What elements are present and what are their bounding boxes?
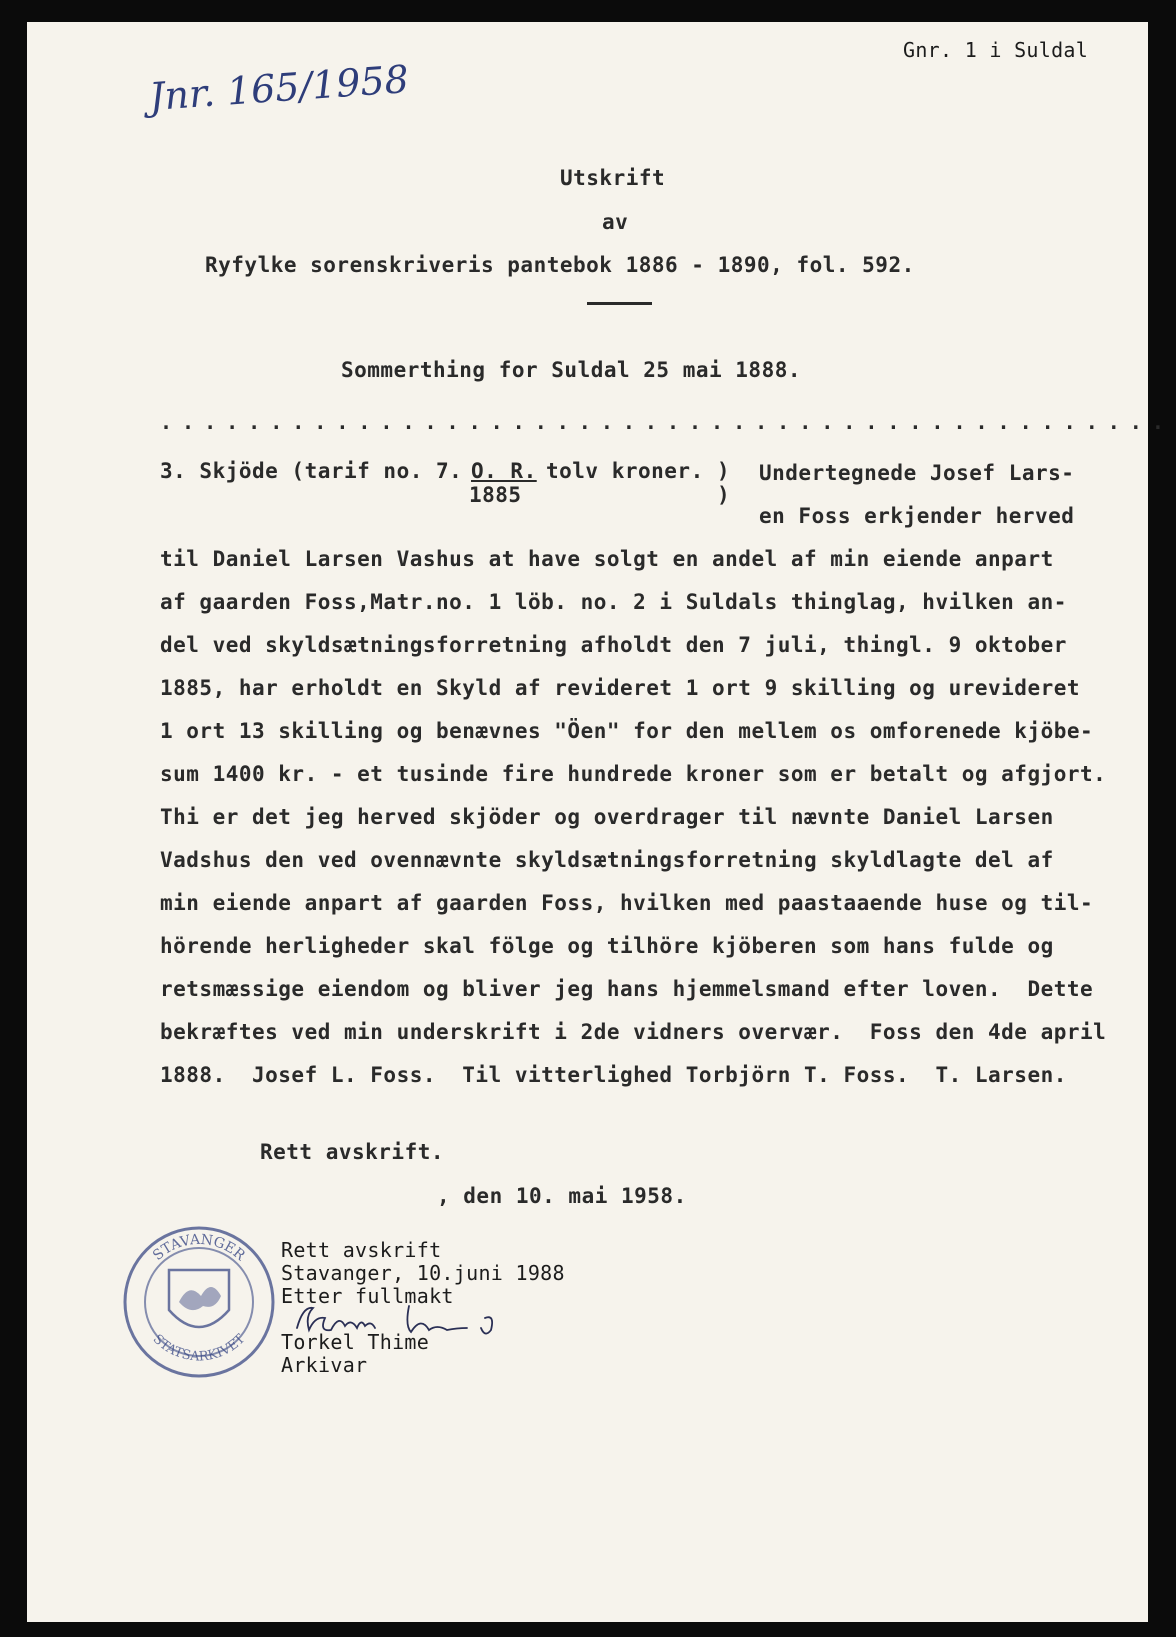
certification-line-1: Rett avskrift. — [260, 1140, 445, 1164]
archive-note-line-1: Rett avskrift — [281, 1238, 442, 1262]
document-page — [27, 22, 1174, 1622]
entry-line-3: til Daniel Larsen Vashus at have solgt en andel af min eiende anpart — [160, 547, 1054, 571]
entry-line-6: 1885, har erholdt en Skyld af revideret 1 ort 9 skilling og urevideret — [160, 676, 1081, 700]
entry-line-13: retsmæssige eiendom og bliver jeg hans hjemmelsmand efter loven. Dette — [160, 977, 1094, 1001]
entry-line-12: hörende herligheder skal fölge og tilhöre kjöberen som hans fulde og — [160, 934, 1054, 958]
archive-note-line-5: Arkivar — [281, 1353, 368, 1377]
entry-line-9: Thi er det jeg herved skjöder og overdrager til nævnte Daniel Larsen — [160, 805, 1054, 829]
entry-line-11: min eiende anpart af gaarden Foss, hvilken med paastaaende huse og til- — [160, 891, 1094, 915]
entry-line-1: Undertegnede Josef Lars- — [759, 461, 1075, 485]
handwritten-journal-number: Jnr. 165/1958 — [147, 56, 411, 120]
heading-source: Ryfylke sorenskriveris pantebok 1886 - 1890, fol. 592. — [205, 253, 915, 277]
entry-line-5: del ved skyldsætningsforretning afholdt den 7 juli, thingl. 9 oktober — [160, 633, 1067, 657]
archive-note-line-4: Torkel Thime — [281, 1330, 430, 1354]
session-line: Sommerthing for Suldal 25 mai 1888. — [341, 358, 802, 382]
signature — [289, 1298, 509, 1344]
archive-note-line-2: Stavanger, 10.juni 1988 — [281, 1261, 565, 1285]
entry-fee-year: 1885 — [469, 483, 522, 507]
entry-line-15: 1888. Josef L. Foss. Til vitterlighed Torbjörn T. Foss. T. Larsen. — [160, 1063, 1067, 1087]
entry-line-4: af gaarden Foss,Matr.no. 1 löb. no. 2 i Suldals thinglag, hvilken an- — [160, 590, 1067, 614]
dotted-separator: .............................................. — [160, 410, 1174, 434]
entry-fee-reference: O. R. — [471, 459, 537, 483]
entry-line-8: sum 1400 kr. - et tusinde fire hundrede kroner som er betalt og afgjort. — [160, 762, 1107, 786]
archive-stamp — [119, 1222, 279, 1382]
entry-prefix: 3. Skjöde (tarif no. 7. — [160, 459, 463, 483]
entry-line-10: Vadshus den ved ovennævnte skyldsætningsforretning skyldlagte del af — [160, 848, 1054, 872]
entry-line-7: 1 ort 13 skilling og benævnes "Öen" for den mellem os omforenede kjöbe- — [160, 719, 1094, 743]
certification-line-2: , den 10. mai 1958. — [437, 1184, 687, 1208]
corner-reference: Gnr. 1 i Suldal — [903, 38, 1089, 62]
entry-line-2: en Foss erkjender herved — [759, 504, 1075, 528]
heading-av: av — [602, 210, 629, 234]
archive-note-line-3: Etter fullmakt — [281, 1284, 454, 1308]
heading-utskrift: Utskrift — [560, 166, 666, 190]
stamp-bottom-text: STATSARKIVET — [149, 1331, 249, 1365]
entry-line-14: bekræftes ved min underskrift i 2de vidners overvær. Foss den 4de april — [160, 1020, 1107, 1044]
entry-paren: ) — [717, 483, 731, 507]
entry-fee-text: tolv kroner. ) — [546, 459, 731, 483]
svg-text:STATSARKIVET — [150, 1332, 249, 1365]
stamp-top-text: STAVANGER — [150, 1231, 248, 1264]
heading-rule — [587, 302, 652, 305]
